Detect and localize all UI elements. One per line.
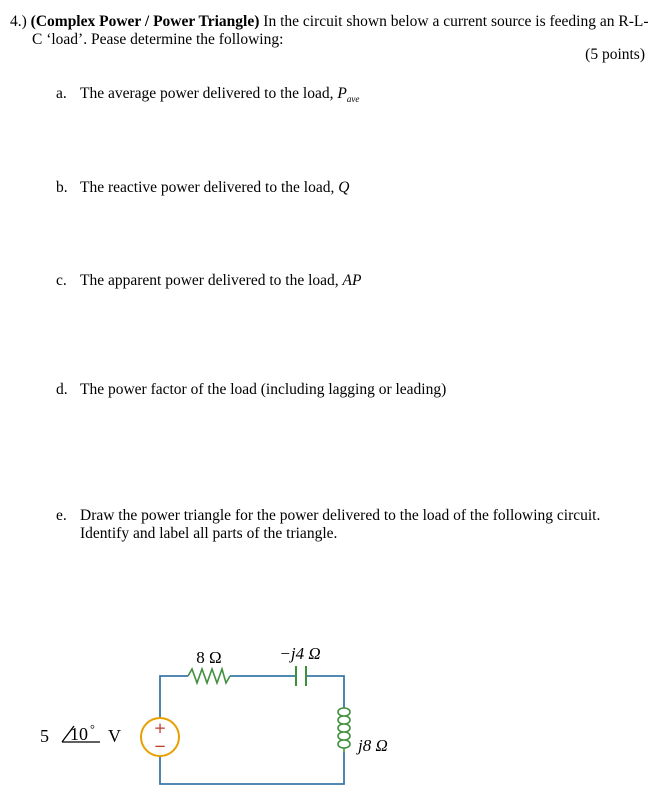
source-minus-sign: − xyxy=(153,737,167,755)
points-label: (5 points) xyxy=(585,46,645,63)
part-a-subscript: ave xyxy=(346,94,360,104)
part-d-letter: d. xyxy=(56,381,68,398)
circuit-wires xyxy=(160,676,344,784)
part-a-letter: a. xyxy=(56,85,67,102)
resistor-label: 8 Ω xyxy=(196,648,222,667)
part-e-text-2: Identify and label all parts of the triangle. xyxy=(80,525,338,542)
part-c-text: The apparent power delivered to the load, xyxy=(80,272,339,289)
source-magnitude: 5 xyxy=(40,726,49,746)
question-title: (Complex Power / Power Triangle) xyxy=(30,13,260,30)
resistor-symbol xyxy=(188,669,230,683)
source-plus-sign: + xyxy=(153,719,167,737)
source-label xyxy=(40,722,121,746)
part-c-letter: c. xyxy=(56,272,67,289)
part-b-symbol: Q xyxy=(338,179,350,196)
part-c-symbol: AP xyxy=(342,272,362,289)
question-number: 4.) xyxy=(10,13,27,30)
source-unit: V xyxy=(108,726,121,746)
source-degree: ° xyxy=(90,722,95,736)
part-e-letter: e. xyxy=(56,507,67,524)
source-angle: 10 xyxy=(70,724,88,744)
question-intro-2: C ‘load’. Pease determine the following: xyxy=(32,31,284,48)
part-a-symbol: P xyxy=(337,85,347,102)
capacitor-symbol xyxy=(296,666,306,686)
wire-right-bottom xyxy=(160,752,344,784)
inductor-symbol xyxy=(338,708,350,752)
inductor-label: j8 Ω xyxy=(358,736,388,755)
part-b-letter: b. xyxy=(56,179,68,196)
part-b-text: The reactive power delivered to the load, xyxy=(80,179,335,196)
part-a-text: The average power delivered to the load, xyxy=(80,85,334,102)
capacitor-label: −j4 Ω xyxy=(279,644,321,663)
question-intro-1: In the circuit shown below a current source is feeding an R-L- xyxy=(263,13,649,30)
wire-left-top xyxy=(160,676,188,718)
part-d-text: The power factor of the load (including lagging or leading) xyxy=(80,381,447,398)
part-e-text-1: Draw the power triangle for the power delivered to the load of the following circuit. xyxy=(80,507,601,524)
wire-c-to-right xyxy=(306,676,344,708)
